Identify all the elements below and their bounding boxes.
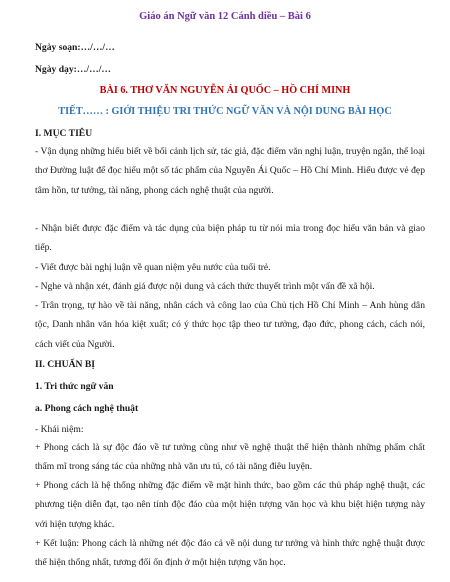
concept-1: + Phong cách là sự độc đáo về tư tưởng cũng như về nghệ thuật thể hiện thành những phẩm chất thẩm mĩ trong sáng tác của những nhà văn ưu tú, có tài năng điêu luyện. bbox=[35, 442, 425, 473]
lesson-subtitle: TIẾT…… : GIỚI THIỆU TRI THỨC NGỮ VĂN VÀ NỘI DUNG BÀI HỌC bbox=[58, 106, 392, 117]
objective-2: - Nhận biết được đặc điểm và tác dụng của biện pháp tu từ nói mỉa trong đọc hiểu văn bản và giao tiếp. bbox=[35, 223, 425, 254]
lesson-title: BÀI 6. THƠ VĂN NGUYỄN ÁI QUỐC – HỒ CHÍ MINH bbox=[99, 85, 351, 96]
concept-2: + Phong cách là hệ thống những đặc điểm về mặt hình thức, bao gồm các thủ pháp nghệ thuật, các phương tiện diễn đạt, tạo nên tính độc đáo của một hiện tượng văn học và khu biệt hiện tượng này với hiện tượng khác. bbox=[35, 480, 425, 530]
document-header: Giáo án Ngữ văn 12 Cánh diều – Bài 6 bbox=[139, 11, 311, 22]
concept-label: - Khái niệm: bbox=[35, 424, 84, 435]
objective-1: - Vận dụng những hiểu biết về bối cảnh lịch sử, tác giả, đặc điểm văn nghị luận, truyện ngắn, thể loại thơ Đường luật để đọc hiểu một số tác phẩm của Nguyễn Ái Quốc – Hồ Chí Minh. Hiểu được vẻ đẹp tâm hồn, tư tưởng, tài năng, phong cách nghệ thuật của người. bbox=[35, 146, 425, 196]
section-objectives-heading: I. MỤC TIÊU bbox=[35, 128, 93, 139]
objective-3: - Viết được bài nghị luận về quan niệm yêu nước của tuổi trẻ. bbox=[35, 262, 271, 273]
date-taught: Ngày dạy:…/…/… bbox=[35, 64, 111, 75]
subsection-knowledge-heading: 1. Tri thức ngữ văn bbox=[35, 381, 114, 392]
concept-3: + Kết luận: Phong cách là những nét độc đáo cả về nội dung tư tưởng và hình thức nghệ thuật được thể hiện thống nhất, tương đối ổn định ở một hiện tượng văn học. bbox=[35, 538, 425, 569]
objective-4: - Nghe và nhận xét, đánh giá được nội dung và cách thức thuyết trình một vấn đề xã hội. bbox=[35, 281, 375, 292]
section-preparation-heading: II. CHUẨN BỊ bbox=[35, 359, 95, 370]
objective-5: - Trân trọng, tự hào về tài năng, nhân cách và công lao của Chủ tịch Hồ Chí Minh – Anh hùng dân tộc, Danh nhân văn hóa kiệt xuất; có ý thức học tập theo tư tưởng, đạo đức, phong cách, cách nói, cách viết của Người. bbox=[35, 300, 425, 350]
date-prepared: Ngày soạn:…/…/… bbox=[35, 42, 115, 53]
subsection-style-heading: a. Phong cách nghệ thuật bbox=[35, 403, 139, 414]
